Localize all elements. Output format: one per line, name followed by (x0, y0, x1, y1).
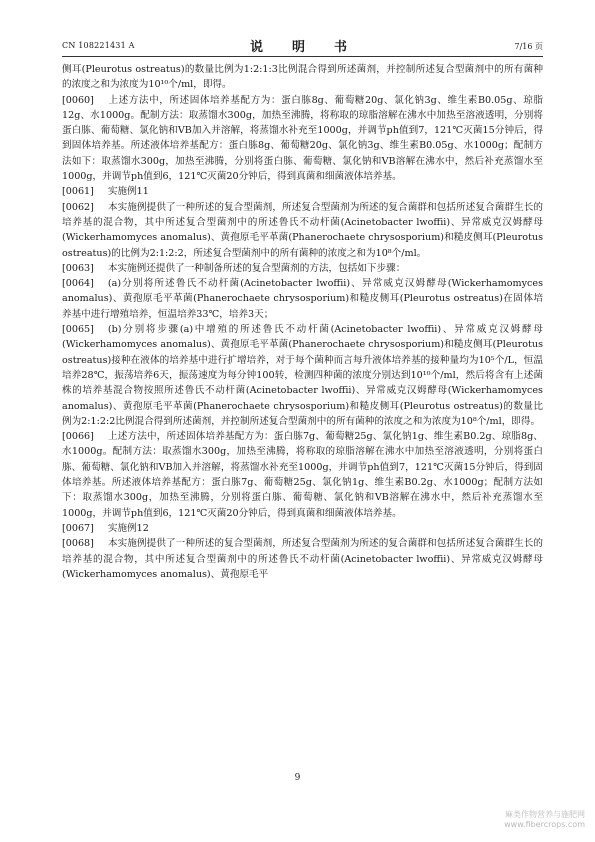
paragraph-text: 实施例11 (107, 186, 149, 198)
paragraph-number: [0061] (62, 186, 94, 198)
document-body (62, 62, 543, 582)
paragraph (62, 62, 543, 93)
site-watermark (504, 810, 585, 830)
paragraph-number: [0063] (62, 262, 94, 274)
paragraph (62, 521, 543, 536)
page-header (62, 36, 543, 56)
paragraph (62, 536, 543, 582)
paragraph-number: [0068] (62, 538, 94, 550)
paragraph-text: 本实施例提供了一种所述的复合型菌剂，所述复合型菌剂为所述的复合菌群和包括所述复合菌群生长的培养基的混合物，其中所述复合型菌剂中的所述鲁氏不动杆菌(Acinetobacter lwoffii)、异常威克汉姆酵母(Wickerhamomyces anomalus)、黄孢原毛平 (62, 538, 543, 580)
paragraph (62, 93, 543, 185)
paragraph-text: 本实施例还提供了一种制备所述的复合型菌剂的方法，包括如下步骤： (107, 262, 406, 274)
paragraph (62, 322, 543, 429)
paragraph-text: (b)分别将步骤(a)中增殖的所述鲁氏不动杆菌(Acinetobacter lwoffii)、异常威克汉姆酵母(Wickerhamomyces anomalus)、黄孢原毛平革菌(Phanerochaete chrysosporium)和糙皮侧耳(Pleurotus ostreatus)接种在液体的培养基中进行扩增培养，对于每个菌种而言每升液体培养基的接种量均为10⁵个/L，恒温培养28℃，振荡培养6天，振荡速度为每分钟100转，检测四种菌的浓度分别达到10¹⁰个/ml，然后将含有上述菌株的培养基混合物按照所述鲁氏不动杆菌(Acinetobacter lwoffii)、异常威克汉姆酵母(Wickerhamomyces anomalus)、黄孢原毛平革菌(Phanerochaete chrysosporium)和糙皮侧耳(Pleurotus ostreatus)的数量比例为2:1:2:2比例混合得到所述菌剂，并控制所述复合型菌剂中的所有菌种的浓度之和为浓度为10⁸个/ml，即得。 (62, 324, 543, 427)
paragraph (62, 276, 543, 322)
paragraph (62, 261, 543, 276)
watermark-title: 麻类作物营养与施肥网 (505, 810, 585, 819)
paragraph-text: 上述方法中，所述固体培养基配方为：蛋白胨8g、葡萄糖20g、氯化钠3g、维生素B0.05g、琼脂12g、水1000g。配制方法：取蒸馏水300g，加热至沸腾，将称取的琼脂溶解在沸水中加热至溶液透明，分别将蛋白胨、葡萄糖、氯化钠和VB加入并溶解，将蒸馏水补充至1000g，并调节ph值到7，121℃灭菌15分钟后，得到固体培养基。所述液体培养基配方：蛋白胨8g、葡萄糖20g、氯化钠3g、维生素B0.05g、水1000g；配制方法如下：取蒸馏水300g，加热至沸腾，分别将蛋白胨、葡萄糖、氯化钠和VB溶解在沸水中，然后补充蒸馏水至1000g，并调节ph值到6，121℃灭菌20分钟后，得到真菌和细菌液体培养基。 (62, 94, 543, 183)
paragraph-text: 实施例12 (107, 522, 149, 534)
publication-number: CN 108221431 A (62, 41, 135, 50)
paragraph-number: [0067] (62, 522, 94, 534)
paragraph-text: 本实施例提供了一种所述的复合型菌剂，所述复合型菌剂为所述的复合菌群和包括所述复合菌群生长的培养基的混合物，其中所述复合型菌剂中的所述鲁氏不动杆菌(Acinetobacter lwoffii)、异常威克汉姆酵母(Wickerhamomyces anomalus)、黄孢原毛平革菌(Phanerochaete chrysosporium)和糙皮侧耳(Pleurotus ostreatus)的比例为2:1:2:2，所述复合型菌剂中的所有菌种的浓度之和为10⁸个/ml。 (62, 201, 543, 259)
paragraph (62, 184, 543, 199)
paragraph-number: [0064] (62, 278, 94, 290)
paragraph (62, 429, 543, 521)
watermark-url: www.fibercrops.com (504, 820, 585, 829)
header-rule (62, 56, 543, 57)
paragraph-number: [0066] (62, 431, 94, 443)
page-number: 9 (294, 773, 301, 783)
paragraph-number: [0060] (62, 94, 94, 106)
document-title: 说 明 书 (249, 40, 355, 55)
page-reference: 7/16 页 (514, 42, 543, 51)
paragraph-number: [0065] (62, 324, 94, 336)
paragraph-text: 侧耳(Pleurotus ostreatus)的数量比例为1:2:1:3比例混合得到所述菌剂，并控制所述复合型菌剂中的所有菌种的浓度之和为浓度为10¹⁰个/ml，即得。 (62, 64, 543, 91)
paragraph-number: [0062] (62, 201, 94, 213)
paragraph (62, 200, 543, 261)
paragraph-text: (a)分别将所述鲁氏不动杆菌(Acinetobacter lwoffii)、异常威克汉姆酵母(Wickerhamomyces anomalus)、黄孢原毛平革菌(Phanerochaete chrysosporium)和糙皮侧耳(Pleurotus ostreatus)在固体培养基中进行增殖培养，恒温培养33℃，培养3天； (62, 278, 543, 320)
paragraph-text: 上述方法中，所述固体培养基配方为：蛋白胨7g、葡萄糖25g、氯化钠1g、维生素B0.2g、琼脂8g、水1000g。配制方法：取蒸馏水300g，加热至沸腾，将称取的琼脂溶解在沸水中加热至溶液透明，分别将蛋白胨、葡萄糖、氯化钠和VB加入并溶解，将蒸馏水补充至1000g，并调节ph值到7，121℃灭菌15分钟后，得到固体培养基。所述液体培养基配方：蛋白胨7g、葡萄糖25g、氯化钠1g、维生素B0.2g、水1000g；配制方法如下：取蒸馏水300g，加热至沸腾，分别将蛋白胨、葡萄糖、氯化钠和VB溶解在沸水中，然后补充蒸馏水至1000g，并调节ph值到6，121℃灭菌20分钟后，得到真菌和细菌液体培养基。 (62, 431, 543, 519)
